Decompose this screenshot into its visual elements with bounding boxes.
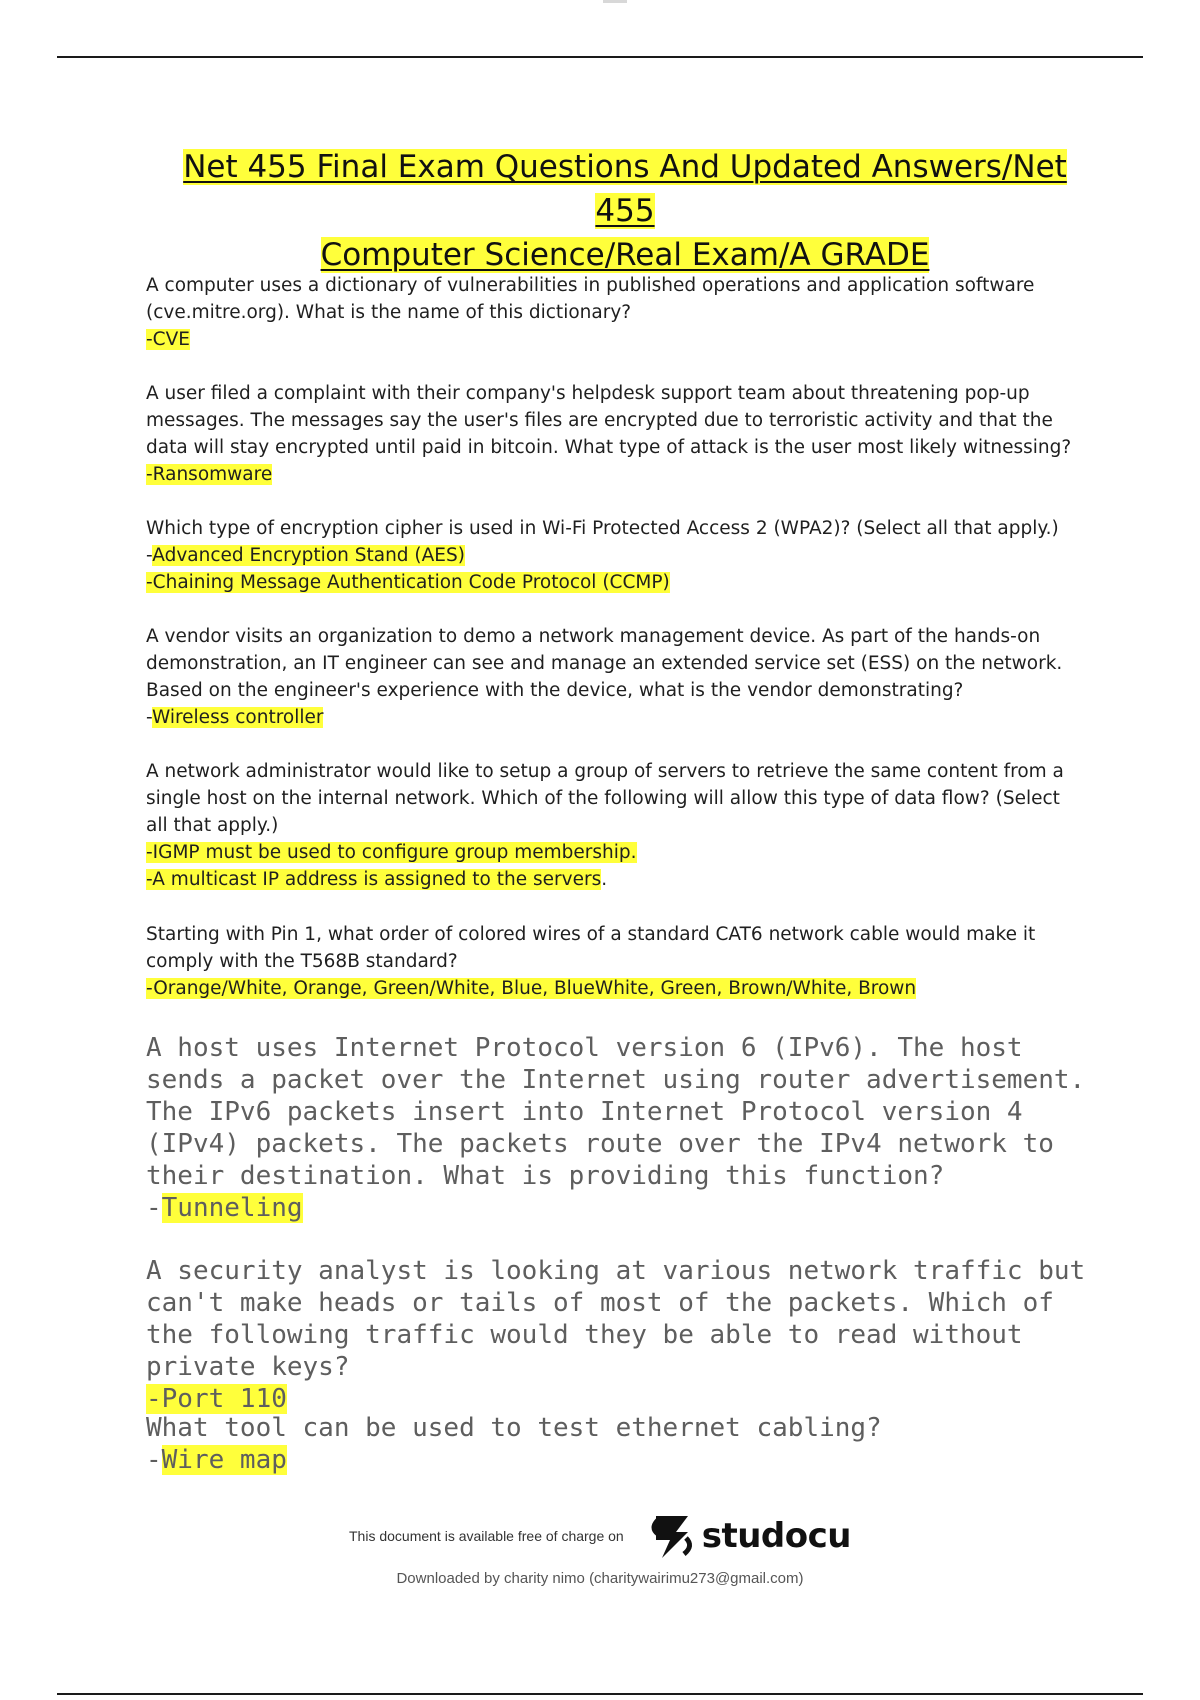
answer-line xyxy=(146,326,1086,353)
question-text: Starting with Pin 1, what order of colored wires of a standard CAT6 network cable would make it comply with the T568B standard? xyxy=(146,924,1036,972)
question-text: A host uses Internet Protocol version 6 (IPv6). The host sends a packet over the Internet using router advertisement. The IPv6 packets insert into Internet Protocol version 4 (IPv4) packets. The packets route over the IPv4 network to their destination. What is providing this function? xyxy=(146,1033,1086,1191)
page-top-marker xyxy=(603,0,627,3)
answer-line xyxy=(146,1383,1086,1415)
title-line-1: Net 455 Final Exam Questions And Updated Answers/Net 455 xyxy=(183,149,1067,229)
question-text: What tool can be used to test ethernet cabling? xyxy=(146,1413,882,1443)
studocu-wordmark: studocu xyxy=(701,1516,851,1556)
question-text: A security analyst is looking at various network traffic but can't make heads or tails of most of the packets. Which of the following traffic would they be able to read without private keys? xyxy=(146,1256,1086,1382)
answer-highlight: -Port 110 xyxy=(146,1384,287,1414)
answer-line xyxy=(146,866,1086,893)
qa-block xyxy=(146,921,1086,1002)
studocu-footer xyxy=(0,1510,1200,1587)
answer-prefix: - xyxy=(146,1445,162,1475)
answer-line xyxy=(146,542,1086,569)
answer-highlight: -IGMP must be used to configure group membership. xyxy=(146,842,637,863)
question-text: Which type of encryption cipher is used in Wi-Fi Protected Access 2 (WPA2)? (Select all that apply.) xyxy=(146,518,1059,539)
studocu-brand[interactable] xyxy=(648,1510,851,1562)
title-line-2: Computer Science/Real Exam/A GRADE xyxy=(320,237,930,273)
answer-prefix: - xyxy=(146,545,153,566)
footer-brand-line xyxy=(0,1510,1200,1562)
answer-line xyxy=(146,704,1086,731)
answer-highlight: -CVE xyxy=(146,329,190,350)
answer-line xyxy=(146,569,1086,596)
answer-highlight: -A multicast IP address is assigned to the servers xyxy=(146,869,602,890)
qa-block xyxy=(146,1412,1086,1476)
downloaded-by-text: Downloaded by charity nimo (charitywairimu273@gmail.com) xyxy=(396,1570,804,1587)
qa-block xyxy=(146,515,1086,596)
answer-highlight: -Ransomware xyxy=(146,464,273,485)
question-text: A user filed a complaint with their company's helpdesk support team about threatening pop-up messages. The messages say the user's files are encrypted due to terroristic activity and that the data will stay encrypted until paid in bitcoin. What type of attack is the user most likely witnessing? xyxy=(146,383,1072,458)
answer-line xyxy=(146,975,1086,1002)
answer-highlight: Wireless controller xyxy=(151,707,324,728)
question-text: A computer uses a dictionary of vulnerabilities in published operations and application software (cve.mitre.org). What is the name of this dictionary? xyxy=(146,275,1035,323)
answer-line xyxy=(146,1444,1086,1476)
qa-block xyxy=(146,380,1086,488)
answer-prefix: - xyxy=(146,707,152,728)
answer-highlight: Wire map xyxy=(161,1445,287,1475)
free-charge-text: This document is available free of charge on xyxy=(349,1528,624,1544)
answer-line xyxy=(146,1192,1086,1224)
answer-line xyxy=(146,839,1086,866)
top-rule xyxy=(57,56,1143,58)
answer-highlight: -Orange/White, Orange, Green/White, Blue, BlueWhite, Green, Brown/White, Brown xyxy=(146,978,917,999)
bottom-rule xyxy=(57,1693,1143,1695)
answer-line xyxy=(146,461,1086,488)
qa-block xyxy=(146,272,1086,353)
studocu-logo-icon xyxy=(648,1510,696,1562)
qa-block xyxy=(146,1032,1086,1224)
qa-block xyxy=(146,623,1086,731)
answer-highlight: Tunneling xyxy=(161,1193,303,1223)
answer-prefix: - xyxy=(146,1193,162,1223)
question-text: A network administrator would like to setup a group of servers to retrieve the same content from a single host on the internal network. Which of the following will allow this type of data flow? (Select all that apply.) xyxy=(146,761,1064,836)
page-title xyxy=(150,145,1100,277)
answer-highlight: Advanced Encryption Stand (AES) xyxy=(152,545,465,566)
answer-highlight: -Chaining Message Authentication Code Protocol (CCMP) xyxy=(146,572,670,593)
qa-block xyxy=(146,1255,1086,1415)
answer-suffix: . xyxy=(601,869,608,890)
question-text: A vendor visits an organization to demo a network management device. As part of the hands-on demonstration, an IT engineer can see and manage an extended service set (ESS) on the network. Based on the engineer's experience with the device, what is the vendor demonstrating? xyxy=(146,626,1063,701)
qa-block xyxy=(146,758,1086,893)
